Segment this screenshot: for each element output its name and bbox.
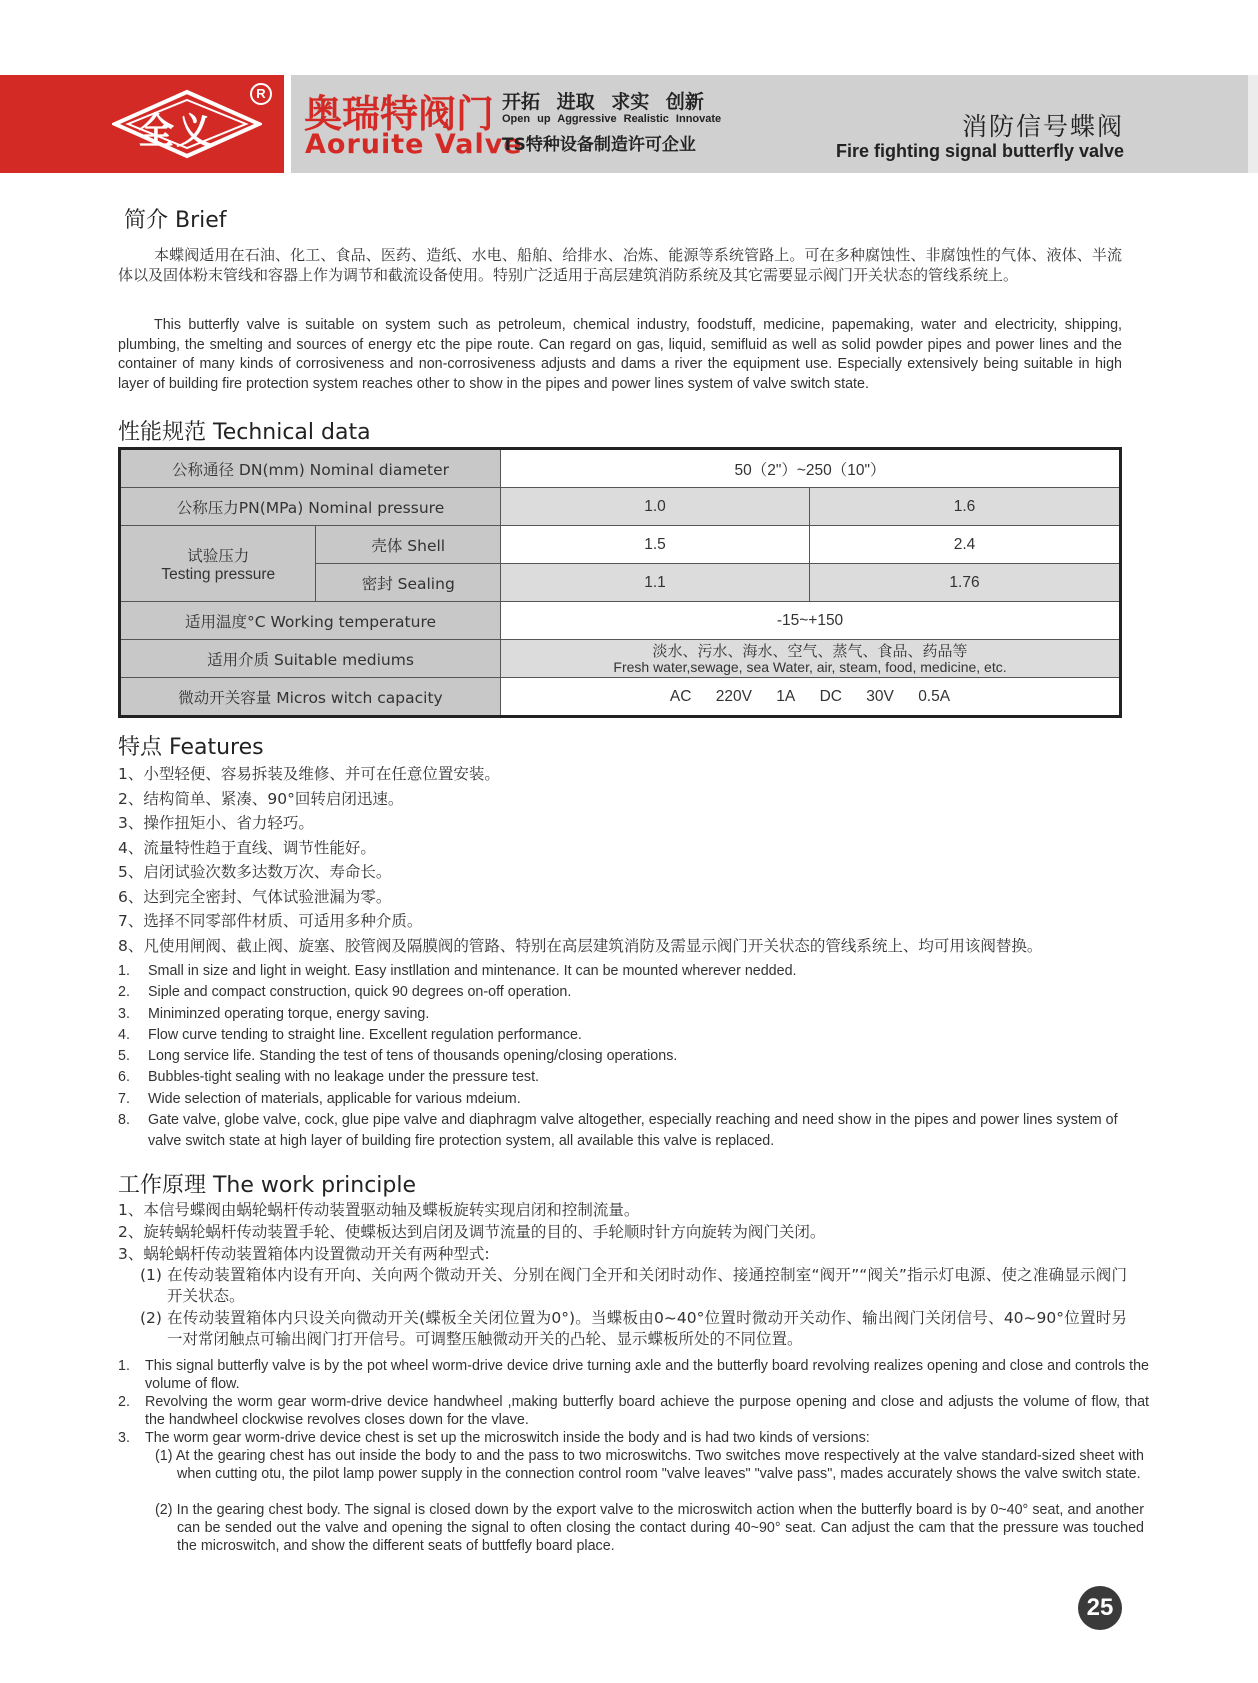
list-number: 1. — [118, 963, 130, 979]
table-row — [120, 449, 1121, 488]
list-item — [118, 1004, 1122, 1025]
list-item-text: Flow curve tending to straight line. Excellent regulation performance. — [148, 1026, 582, 1043]
brief-heading: 简介 Brief — [124, 208, 227, 233]
mediums-value-cn: 淡水、污水、海水、空气、蒸气、食品、药品等 — [652, 642, 968, 660]
work-principle-list-en — [118, 1357, 1149, 1447]
table-row — [120, 678, 1121, 717]
list-item: 3、蜗轮蜗杆传动装置箱体内设置微动开关有两种型式: — [118, 1245, 490, 1263]
table-row — [120, 526, 1121, 564]
table-row — [120, 602, 1121, 640]
capacity-part: 0.5A — [918, 687, 951, 705]
slogan-cn: 开拓 进取 求实 创新 — [502, 91, 704, 113]
list-item — [118, 1046, 1122, 1067]
capacity-part: AC — [669, 687, 692, 705]
list-number: 3. — [118, 1005, 130, 1022]
mediums-label: 适用介质 Suitable mediums — [120, 640, 501, 678]
list-item: 3、操作扭矩小、省力轻巧。 — [118, 814, 314, 832]
brand-name-en: Aoruite Valve — [305, 129, 523, 160]
technical-heading: 性能规范 Technical data — [118, 420, 371, 445]
list-number: 3. — [118, 1430, 130, 1446]
brand-name-cn: 奥瑞特阀门 — [304, 92, 495, 136]
nominal-diameter-value: 50（2"）~250（10"） — [501, 449, 1121, 488]
capacity-part: 220V — [715, 687, 752, 705]
testing-pressure-label-cn: 试验压力 — [187, 546, 250, 565]
table-row — [120, 640, 1121, 678]
capacity-part: 1A — [776, 687, 796, 705]
list-item-text: Gate valve, globe valve, cock, glue pipe valve and diaphragm valve altogether, especially reaching and need show in the pipes and power lines system of valve switch state at high layer of building fire protection system, all available this valve is replaced. — [148, 1112, 1118, 1150]
features-list-en — [118, 961, 1122, 1153]
sealing-label: 密封 Sealing — [316, 564, 501, 602]
list-number: 7. — [118, 1090, 130, 1107]
brief-text-cn: 本蝶阀适用在石油、化工、食品、医药、造纸、水电、船舶、给排水、冶炼、能源等系统管路上。可在多种腐蚀性、非腐蚀性的气体、液体、半流体以及固体粉末管线和容器上作为调节和截流设备使用。特别广泛适用于高层建筑消防系统及其它需要显示阀门开关状态的管线系统上。 — [118, 246, 1122, 284]
slogan-en: Open up Aggressive Realistic Innovate — [502, 113, 722, 125]
list-item — [118, 982, 1122, 1003]
registered-mark-icon: R — [250, 83, 272, 105]
features-heading: 特点 Features — [118, 735, 264, 760]
brief-text-en: This butterfly valve is suitable on system such as petroleum, chemical industry, foodstuff, medicine, papemaking, water and electricity, shipping, plumbing, the smelting and sources of energy etc the pipe route. Can regard on gas, liquid, semifluid as well as solid powder pipes and power lines and the container of many kinds of corrosiveness and non-corrosiveness adjusts and dams a river the equipment use. Especially extensively being suitable in high layer of building fire protection system reaches other to show in the pipes and power lines system of valve switch state. — [118, 317, 1122, 392]
list-number: 2. — [118, 984, 130, 1001]
list-item-text: Bubbles-tight sealing with no leakage under the pressure test. — [148, 1069, 540, 1086]
list-number: 4. — [118, 1026, 130, 1043]
temperature-label: 适用温度°C Working temperature — [120, 602, 501, 640]
work-principle-sub1-cn: (1) 在传动装置箱体内设有开向、关向两个微动开关、分别在阀门全开和关闭时动作、接通控制室“阀开”“阀关”指示灯电源、使之准确显示阀门开关状态。 — [140, 1266, 1127, 1305]
list-item — [118, 1025, 1122, 1046]
list-item: 2、旋转蜗轮蜗杆传动装置手轮、使蝶板达到启闭及调节流量的目的、手轮顺时针方向旋转为阀门关闭。 — [118, 1223, 826, 1241]
testing-pressure-label-en: Testing pressure — [161, 565, 276, 583]
features-list-cn — [118, 762, 1042, 958]
capacity-part: DC — [819, 687, 842, 705]
shell-value-2: 2.4 — [809, 526, 1120, 564]
list-number: 8. — [118, 1112, 130, 1129]
nominal-pressure-label: 公称压力PN(MPa) Nominal pressure — [120, 488, 501, 526]
list-number: 5. — [118, 1048, 130, 1065]
mediums-value — [501, 640, 1121, 678]
work-principle-sub1-en: (1) At the gearing chest has out inside the body to and the pass to two microswitchs. Two switches move respectively at the valve standard-sized sheet with when cutting otu, the pilot lamp power supply in the connection control room "valve leaves" "valve pass", mades accurately shows the valve switch state. — [155, 1448, 1144, 1482]
list-item — [118, 1089, 1122, 1110]
nominal-diameter-label: 公称通径 DN(mm) Nominal diameter — [120, 449, 501, 488]
list-item-text: Small in size and light in weight. Easy instllation and mintenance. It can be mounted wherever nedded. — [148, 963, 797, 979]
shell-label: 壳体 Shell — [316, 526, 501, 564]
list-item — [118, 961, 1122, 982]
list-number: 2. — [118, 1394, 130, 1410]
list-item-text: Siple and compact construction, quick 90 degrees on-off operation. — [148, 984, 572, 1001]
product-title-en: Fire fighting signal butterfly valve — [835, 141, 1124, 161]
product-title-cn: 消防信号蝶阀 — [961, 112, 1124, 141]
list-item: 4、流量特性趋于直线、调节性能好。 — [118, 838, 376, 857]
list-item: 5、启闭试验次数多达数万次、寿命长。 — [118, 863, 392, 881]
work-principle-list-cn — [118, 1199, 1122, 1265]
list-item-text: This signal butterfly valve is by the pot wheel worm-drive device drive turning axle and the butterfly board revolving realizes opening and close and controls the volume of flow. — [145, 1358, 1149, 1392]
work-principle-sub2-cn: (2) 在传动装置箱体内只设关向微动开关(蝶板全关闭位置为0°)。当蝶板由0~40°位置时微动开关动作、输出阀门关闭信号、40~90°位置时另一对常闭触点可输出阀门打开信号。可调整压触微动开关的凸轮、显示蝶板所处的不同位置。 — [140, 1309, 1127, 1348]
list-item-text: Revolving the worm gear worm-drive device handwheel ,making butterfly board achieve the purpose opening and close and adjusts the volume of flow, that the handwheel clockwise revolves closes down for the vlave. — [145, 1394, 1149, 1428]
list-item-text: Miniminzed operating torque, energy saving. — [148, 1005, 430, 1022]
nominal-pressure-value-1: 1.0 — [501, 488, 810, 526]
list-item — [118, 1429, 1149, 1447]
work-principle-heading: 工作原理 The work principle — [118, 1173, 417, 1198]
capacity-value — [501, 678, 1121, 717]
list-number: 6. — [118, 1069, 130, 1086]
sealing-value-1: 1.1 — [501, 564, 810, 602]
list-item: 1、本信号蝶阀由蜗轮蜗杆传动装置驱动轴及蝶板旋转实现启闭和控制流量。 — [118, 1201, 640, 1219]
shell-value-1: 1.5 — [501, 526, 810, 564]
list-item — [118, 1067, 1122, 1088]
sealing-value-2: 1.76 — [809, 564, 1120, 602]
header-edge — [1248, 75, 1258, 173]
list-number: 1. — [118, 1358, 130, 1374]
header-separator — [284, 75, 291, 173]
table-row — [120, 488, 1121, 526]
list-item: 8、凡使用闸阀、截止阀、旋塞、胶管阀及隔膜阀的管路、特别在高层建筑消防及需显示阀门开关状态的管线系统上、均可用该阀替换。 — [118, 936, 1043, 955]
work-principle-sub2-en: (2) In the gearing chest body. The signal is closed down by the export valve to the microswitch action when the butterfly board is by 0~40° seat, and another can be sended out the valve and opening the signal to often closing the contact during 40~90° seat. Can adjust the cam that the pressure was touched the microswitch, and show the different seats of buttfefly board place. — [155, 1502, 1144, 1554]
nominal-pressure-value-2: 1.6 — [809, 488, 1120, 526]
license-text: TS特种设备制造许可企业 — [502, 135, 696, 155]
list-item — [118, 1110, 1122, 1153]
testing-pressure-label — [120, 526, 316, 602]
capacity-label: 微动开关容量 Micros witch capacity — [120, 678, 501, 717]
list-item: 7、选择不同零部件材质、可适用多种介质。 — [118, 912, 423, 930]
mediums-value-en: Fresh water,sewage, sea Water, air, steam, food, medicine, etc. — [613, 659, 1007, 675]
temperature-value: -15~+150 — [501, 602, 1121, 640]
logo-block — [0, 75, 284, 173]
list-item: 6、达到完全密封、气体试验泄漏为零。 — [118, 887, 392, 906]
list-item: 1、小型轻便、容易拆装及维修、并可在任意位置安装。 — [118, 765, 500, 783]
capacity-part: 30V — [866, 687, 894, 705]
page-number: 25 — [1078, 1586, 1122, 1630]
page-header — [0, 75, 1258, 173]
list-item-text: Wide selection of materials, applicable for various mdeium. — [148, 1090, 521, 1107]
list-item — [118, 1393, 1149, 1429]
list-item-text: Long service life. Standing the test of tens of thousands opening/closing operations. — [148, 1048, 678, 1065]
technical-data-table — [118, 447, 1122, 718]
logo-text: 全义 — [138, 111, 215, 152]
list-item: 2、结构简单、紧凑、90°回转启闭迅速。 — [118, 789, 404, 808]
list-item — [118, 1357, 1149, 1393]
list-item-text: The worm gear worm-drive device chest is set up the microswitch inside the body and is had two kinds of versions: — [145, 1430, 870, 1446]
